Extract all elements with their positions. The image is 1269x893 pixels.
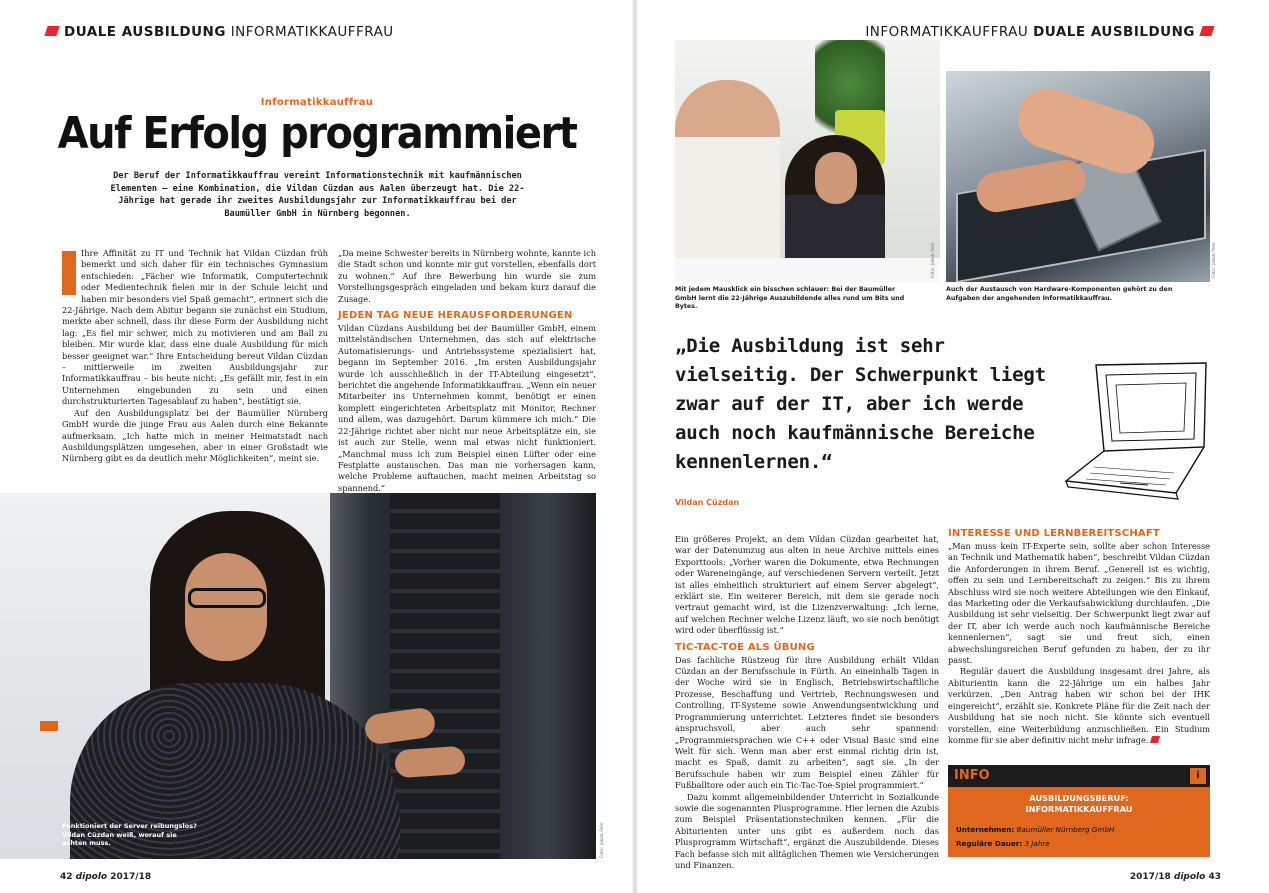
running-head-right [865,24,1213,40]
running-head-section: DUALE AUSBILDUNG [1033,24,1195,40]
section-marker-icon [1199,26,1214,36]
info-company-label: Unternehmen: [956,825,1015,834]
running-head-section: DUALE AUSBILDUNG [64,24,226,40]
info-company-value: Baumüller Nürnberg GmbH [1016,825,1115,834]
page-number: 43 [1208,872,1221,882]
pull-quote-author: Vildan Cüzdan [675,498,740,507]
body-paragraph: „Man muss kein IT-Experte sein, sollte aber schon Interesse an Technik und Mathematik haben“, beschreibt Vildan Cüzdan die Anforderungen in ihrem Beruf. „Generell ist es wichtig, offen zu sein und Lernbereitschaft zu zeigen.“ Bis zu ihrem Abschluss wird sie noch weitere Abteilungen wie den Einkauf, das Marketing oder die Verkaufsabwicklung durchlaufen. „Die Ausbildung ist sehr vielseitig. Der Schwerpunkt liegt zwar auf der IT, aber ich werde auch noch kaufmännische Bereiche kennenlernen“, sagt sie und freut sich, einen abwechslungsreichen Beruf gefunden zu haben, der zu ihr passt. [948,541,1210,666]
laptop-sketch-icon [1056,355,1214,500]
photo-caption: Auch der Austausch von Hardware-Komponenten gehört zu den Aufgaben der angehenden Informatikkauffrau. [946,286,1173,302]
running-head-topic: INFORMATIKKAUFFRAU [865,24,1029,40]
folio-left [60,872,151,882]
body-paragraph [948,666,1210,746]
photo-credit: Foto: Jakob Pein [1212,242,1217,278]
photo-caption-overlay: Funktioniert der Server reibungslos? Vildan Cüzdan weiß, worauf sie achten muss. [62,822,197,847]
running-head-topic: INFORMATIKKAUFFRAU [230,24,394,40]
subheading: TIC-TAC-TOE ALS ÜBUNG [675,641,815,653]
folio-right [1130,872,1221,882]
paragraph-text: Regulär dauert die Ausbildung insgesamt drei Jahre, als Abiturientin kann die 22-Jährige um ein halbes Jahr verkürzen. „Den Antrag haben wir schon bei der IHK eingereicht“, erzählt sie. Konkrete Pläne für die Zeit nach der Ausbildung hat sie noch nicht. Sie könnte sich eventuell vorstellen, eine Weiterbildung anzuschließen. Ein Studium komme für sie aber definitiv nicht mehr infrage. [948,666,1210,745]
photo-credit: Foto: Jakob Pein [931,242,936,278]
info-glyph-icon: i [1190,768,1206,784]
issue-year: 2017/18 [110,872,152,882]
info-box [948,765,1210,857]
info-subhead-line: INFORMATIKKAUFFRAU [1025,804,1133,814]
paragraph-text: hre Affinität zu IT und Technik hat Vildan Cüzdan früh bemerkt und sich daher für ein technisches Gymnasium entschieden: „Fächer wie Informatik, Computertechnik oder Medientechnik fielen mir in der Schule leicht und haben mir besonders viel Spaß gemacht“, erinnert sich die 22-Jährige. Nach dem Abitur begann sie zunächst ein Studium, merkte aber schnell, dass ihr diese Form der Ausbildung nicht lag: „Es fiel mir schwer, mich zu motivieren und am Ball zu bleiben. Mir wurde klar, dass eine duale Ausbildung für mich besser geeignet war.“ Ihre Entscheidung bereut Vildan Cüzdan – mittlerweile im zweiten Ausbildungsjahr zur Informatikkauffrau – bis heute nicht: „Es gefällt mir, fest in ein Unternehmen eingebunden zu sein und einen durchstrukturierten Tagesablauf zu haben“, bestätigt sie. [62,248,328,407]
pull-quote: „Die Ausbildung ist sehr vielseitig. Der Schwerpunkt liegt zwar auf der IT, aber ich werde auch noch kaufmännische Bereiche kennenlernen.“ [675,335,1046,473]
body-column-3 [675,534,939,871]
info-duration-value: 3 Jahre [1024,839,1050,848]
page-number: 42 [60,872,73,882]
photo-woman-server-rack [0,493,596,859]
photo-credit: Foto: Jakob Pein [600,822,605,858]
section-marker-icon [44,26,59,36]
info-duration-label: Reguläre Dauer: [956,839,1023,848]
body-paragraph [62,248,328,408]
dropcap-letter: I [81,248,85,258]
article-kicker: Informatikkauffrau [260,97,374,108]
photo-caption: Mit jedem Mausklick ein bisschen schlauer: Bei der Baumüller GmbH lernt die 22-Jährige Auszubildende alles rund um Bits und Bytes. [675,286,905,311]
info-box-body [948,787,1210,857]
info-box-header [948,765,1210,787]
body-column-4 [948,528,1210,746]
body-paragraph: Vildan Cüzdans Ausbildung bei der Baumüller GmbH, einem mittelständischen Unternehmen, das sich auf elektrische Automatisierungs- und Antriebssysteme spezialisiert hat, begann im September 2016. „Im ersten Ausbildungsjahr wurde ich ausschließlich in der IT-Abteilung eingesetzt“, berichtet die angehende Informatikkauffrau. „Wenn ein neuer Mitarbeiter ins Unternehmen kommt, benötigt er einen komplett eingerichteten Arbeitsplatz mit Monitor, Rechner und allem, was dazugehört. Darum kümmere ich mich.“ Die 22-Jährige richtet aber nicht nur neue Arbeitsplätze ein, sie ist auch zur Stelle, wenn mal etwas nicht funktioniert. „Manchmal muss ich zum Beispiel einen Lüfter oder eine Festplatte austauschen. Das man nie vorhersagen kann, welche Probleme auftauchen, macht meinen Arbeitstag so spannend.“ [338,323,596,493]
article-standfirst: Der Beruf der Informatikkauffrau vereint Informationstechnik mit kaufmännischen Elementen – eine Kombination, die Vildan Cüzdan aus Aalen überzeugt hat. Die 22-Jährige hat gerade ihr zweites Ausbildungsjahr zur Informatikkauffrau bei der Baumüller GmbH in Nürnberg begonnen. [110,171,525,219]
photo-hardware-repair [946,71,1210,282]
info-duration-line [956,839,1050,848]
info-subhead-line: AUSBILDUNGSBERUF: [1029,793,1129,803]
end-mark-icon [1150,736,1160,743]
body-paragraph: „Da meine Schwester bereits in Nürnberg wohnte, kannte ich die Stadt schon und konnte mir gut vorstellen, ebenfalls dort zu wohnen.“ Auf ihre Bewerbung hin wurde sie zum Vorstellungsgespräch eingeladen und bekam kurz darauf die Zusage. [338,248,596,304]
body-paragraph: Das fachliche Rüstzeug für ihre Ausbildung erhält Vildan Cüzdan an der Berufsschule in Fürth. An eineinhalb Tagen in der Woche wird sie in Englisch, Betriebswirtschaftliche Prozesse, Beschaffung und Vertrieb, Rechnungswesen und Controlling, IT-Systeme sowie Anwendungsentwicklung und Programmierung unterrichtet. Letzteres findet sie besonders anspruchsvoll, aber auch sehr spannend: „Programmiersprachen wie C++ oder Visual Basic sind eine Welt für sich. Wenn man aber erst einmal richtig drin ist, macht es Spaß, damit zu arbeiten“, sagt sie. „In der Berufsschule haben wir zum Beispiel einen Zähler für Fußballtore oder auch ein Tic-Tac-Toe-Spiel programmiert.“ [675,654,939,791]
dropcap-block [62,251,76,295]
subheading: INTERESSE UND LERNBEREITSCHAFT [948,528,1160,539]
article-headline: Auf Erfolg programmiert [57,109,577,159]
body-paragraph: Auf den Ausbildungsplatz bei der Baumüller Nürnberg GmbH wurde die junge Frau aus Aalen durch eine Bekannte aufmerksam. „Ich hatte mich in meiner Heimatstadt nach Ausbildungsplätzen umgesehen, aber in einer Großstadt wie Nürnberg gibt es da deutlich mehr Möglichkeiten“, meint sie. [62,407,328,464]
brand-name: dipolo [1173,872,1206,882]
info-company-line [956,825,1114,834]
gutter [632,0,638,893]
info-box-title: INFO [954,768,990,783]
body-column-1 [62,248,328,465]
brand-name: dipolo [75,872,108,882]
photo-office-colleagues [675,40,940,282]
issue-year: 2017/18 [1129,872,1171,882]
body-paragraph: Dazu kommt allgemeinbildender Unterricht in Sozialkunde sowie die sogenannten Plusprogramme. Hier lernen die Azubis zum Beispiel Präsentationstechniken kennen. „Für die Abiturienten unter uns gibt es außerdem noch das Plusprogramm Wirtschaft“, ergänzt die Auszubildende. Dieses Fach befasse sich mit alltäglichen Themen wie Versicherungen und Finanzen. [675,791,939,870]
subheading: JEDEN TAG NEUE HERAUSFORDERUNGEN [338,310,573,322]
body-column-2 [338,248,596,494]
info-box-subhead [948,793,1210,815]
running-head-left [46,24,394,40]
body-paragraph: Ein größeres Projekt, an dem Vildan Cüzdan gearbeitet hat, war der Datenumzug aus alten in neue Archive mittels eines Exporttools: „Vorher waren die Dokumente, etwa Rechnungen oder Wareneingänge, auf verschiedenen Servern verteilt. Jetzt ist alles einheitlich strukturiert auf einem Server abgelegt“, erklärt sie. Ein weiterer Bereich, mit dem sie gerade noch vertraut gemacht wird, ist die Lizenzverwaltung: „Ich lerne, auf welchen Rechner welche Lizenz läuft, wo sie noch benötigt wird oder überflüssig ist.“ [675,534,939,636]
left-page [0,0,634,893]
